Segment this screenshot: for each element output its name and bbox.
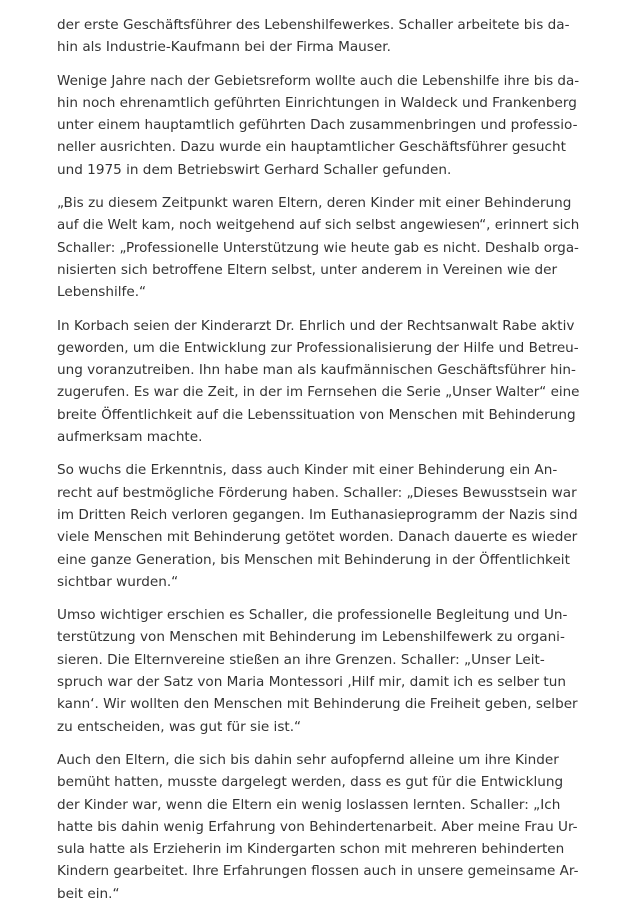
text-line: bemüht hatten, musste dargelegt werden, dass es gut für die Entwicklung	[57, 774, 564, 791]
paragraph	[57, 70, 579, 181]
paragraph	[57, 604, 579, 738]
text-line: spruch war der Satz von Maria Montessori ‚Hilf mir, damit ich es selber tun	[57, 674, 566, 691]
text-line: eine ganze Generation, bis Menschen mit Behinderung in der Öffentlichkeit	[57, 551, 570, 568]
text-line: Kindern gearbeitet. Ihre Erfahrungen flossen auch in unsere gemeinsame Ar-	[57, 863, 579, 880]
text-line: geworden, um die Entwicklung zur Professionalisierung der Hilfe und Betreu-	[57, 339, 579, 356]
text-line: Lebenshilfe.“	[57, 284, 147, 301]
text-line: und 1975 in dem Betriebswirt Gerhard Schaller gefunden.	[57, 161, 452, 178]
text-line: zu entscheiden, was gut für sie ist.“	[57, 718, 302, 735]
text-line: auf die Welt kam, noch weitgehend auf sich selbst angewiesen“, erinnert sich	[57, 217, 580, 234]
text-line: Wenige Jahre nach der Gebietsreform wollte auch die Lebenshilfe ihre bis da-	[57, 72, 580, 89]
paragraph	[57, 749, 579, 905]
text-line: Umso wichtiger erschien es Schaller, die professionelle Begleitung und Un-	[57, 607, 568, 624]
text-line: zugerufen. Es war die Zeit, in der im Fernsehen die Serie „Unser Walter“ eine	[57, 384, 580, 401]
text-line: Auch den Eltern, die sich bis dahin sehr aufopfernd alleine um ihre Kinder	[57, 751, 559, 768]
text-line: sieren. Die Elternvereine stießen an ihre Grenzen. Schaller: „Unser Leit-	[57, 651, 545, 668]
text-line: kann‘. Wir wollten den Menschen mit Behinderung die Freiheit geben, selber	[57, 696, 578, 713]
text-line: im Dritten Reich verloren gegangen. Im Euthanasieprogramm der Nazis sind	[57, 506, 578, 523]
text-line: neller ausrichten. Dazu wurde ein hauptamtlicher Geschäftsführer gesucht	[57, 139, 566, 156]
text-line: Schaller: „Professionelle Unterstützung wie heute gab es nicht. Deshalb orga-	[57, 239, 579, 256]
article-body	[57, 14, 579, 916]
text-line: beit ein.“	[57, 885, 120, 902]
text-line: sula hatte als Erzieherin im Kindergarten schon mit mehreren behinderten	[57, 841, 565, 858]
text-line: ung voranzutreiben. Ihn habe man als kaufmännischen Geschäftsführer hin-	[57, 362, 576, 379]
text-line: In Korbach seien der Kinderarzt Dr. Ehrlich und der Rechtsanwalt Rabe aktiv	[57, 317, 575, 334]
paragraph	[57, 459, 579, 593]
text-line: viele Menschen mit Behinderung getötet worden. Danach dauerte es wieder	[57, 529, 578, 546]
text-line: terstützung von Menschen mit Behinderung im Lebenshilfewerk zu organi-	[57, 629, 565, 646]
paragraph	[57, 14, 579, 59]
text-line: hin noch ehrenamtlich geführten Einrichtungen in Waldeck und Frankenberg	[57, 94, 577, 111]
paragraph	[57, 192, 579, 303]
paragraph	[57, 315, 579, 449]
text-line: unter einem hauptamtlich geführten Dach zusammenbringen und professio-	[57, 117, 578, 134]
text-line: der erste Geschäftsführer des Lebenshilfewerkes. Schaller arbeitete bis da-	[57, 17, 570, 33]
text-line: der Kinder war, wenn die Eltern ein wenig loslassen lernten. Schaller: „Ich	[57, 796, 561, 813]
text-line: So wuchs die Erkenntnis, dass auch Kinder mit einer Behinderung ein An-	[57, 462, 558, 479]
text-line: breite Öffentlichkeit auf die Lebenssituation von Menschen mit Behinderung	[57, 406, 576, 423]
text-line: nisierten sich betroffene Eltern selbst, unter anderem in Vereinen wie der	[57, 261, 558, 278]
text-line: recht auf bestmögliche Förderung haben. Schaller: „Dieses Bewusstsein war	[57, 484, 577, 501]
text-line: sichtbar wurden.“	[57, 573, 179, 590]
text-line: hin als Industrie-Kaufmann bei der Firma Mauser.	[57, 39, 391, 56]
text-line: hatte bis dahin wenig Erfahrung von Behindertenarbeit. Aber meine Frau Ur-	[57, 818, 578, 835]
text-line: aufmerksam machte.	[57, 429, 203, 446]
text-line: „Bis zu diesem Zeitpunkt waren Eltern, deren Kinder mit einer Behinderung	[57, 195, 572, 212]
